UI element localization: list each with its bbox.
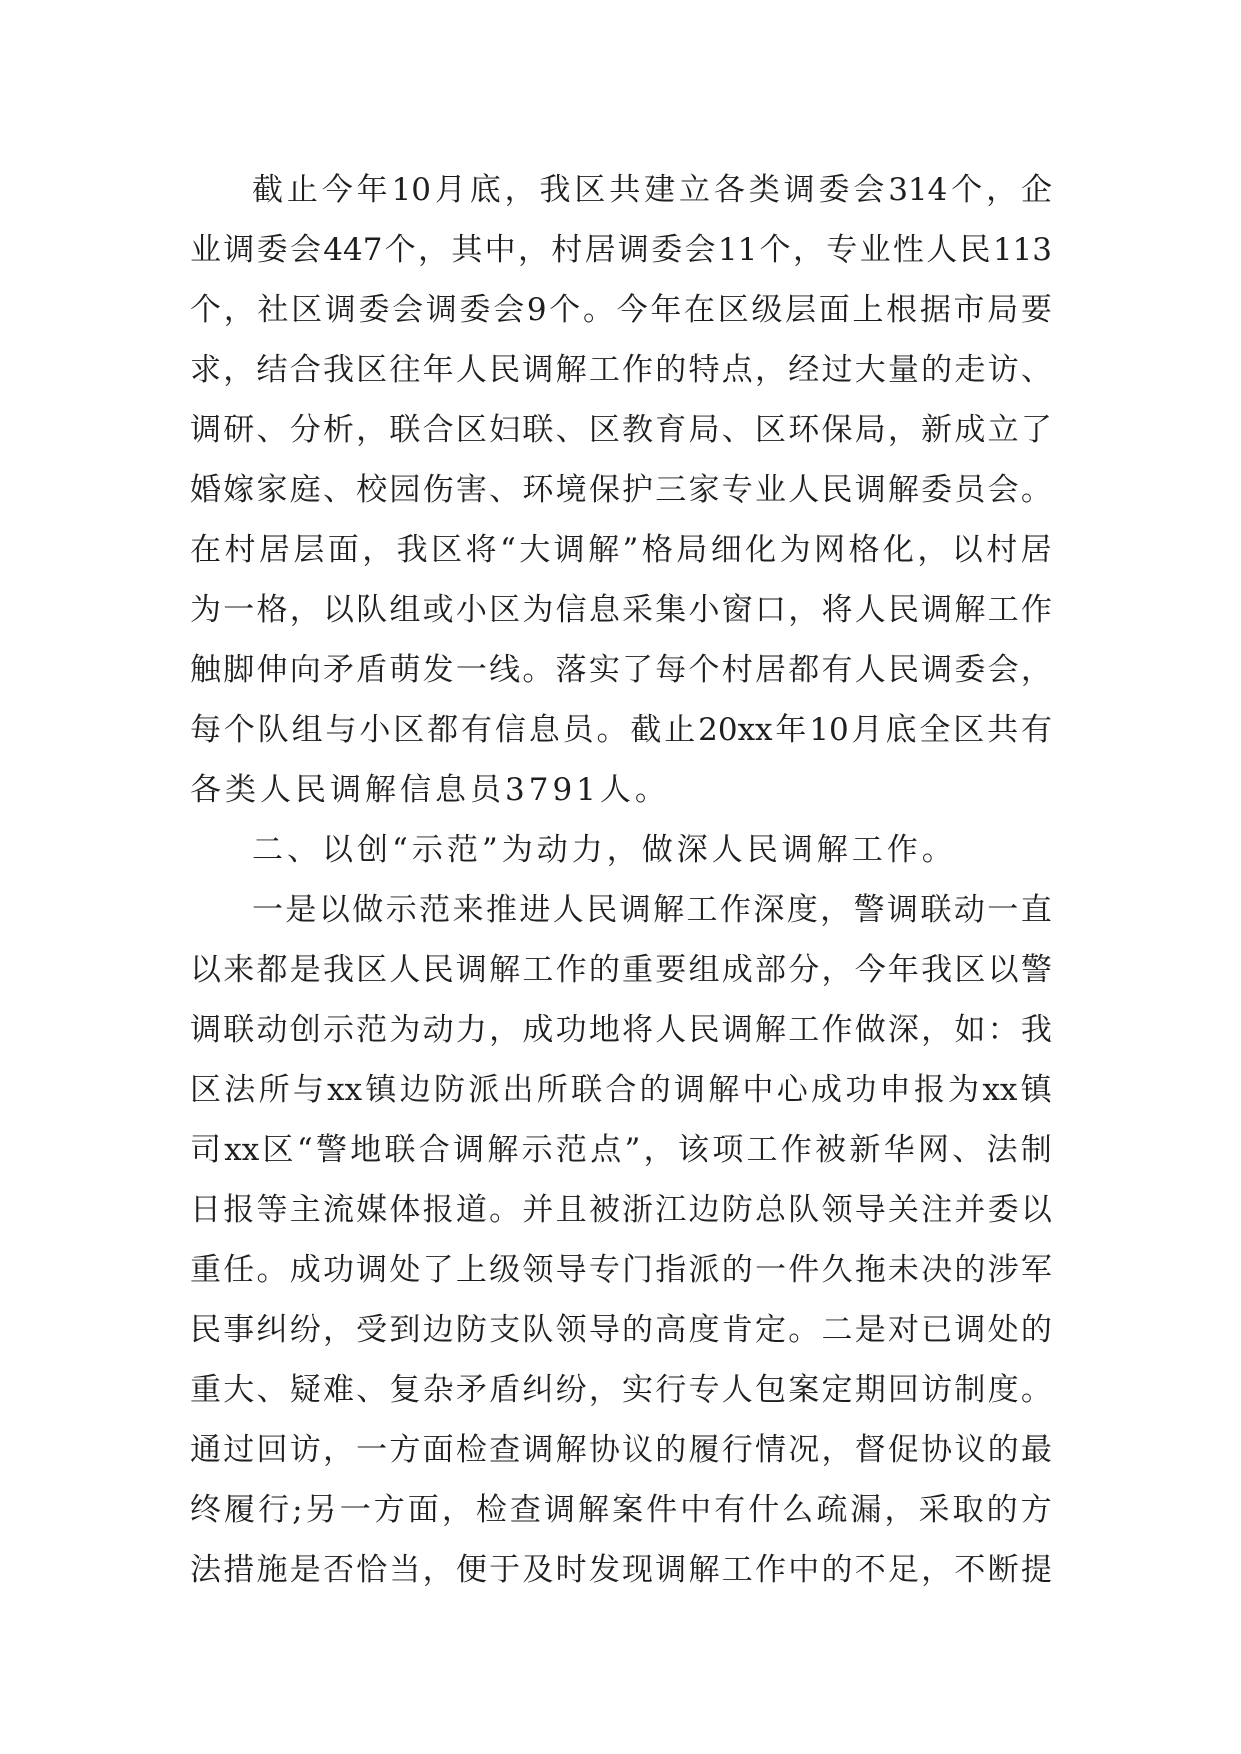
- text-line: 在 村 居 层 面 ， 我 区 将 “ 大 调 解 ” 格 局 细 化 为 网 格 化 ， 以 村 居: [190, 532, 1052, 568]
- text-line: 一 是 以 做 示 范 来 推 进 人 民 调 解 工 作 深 度 ， 警 调 联 动 一 直: [252, 892, 1052, 928]
- text-line: 每 个 队 组 与 小 区 都 有 信 息 员 。 截 止 20xx 年 10 月 底 全 区 共 有: [190, 712, 1052, 748]
- text-line: 触 脚 伸 向 矛 盾 萌 发 一 线 。 落 实 了 每 个 村 居 都 有 人 民 调 委 会 ，: [190, 652, 1052, 688]
- text-line: 婚 嫁 家 庭 、 校 园 伤 害 、 环 境 保 护 三 家 专 业 人 民 调 解 委 员 会 。: [190, 472, 1052, 508]
- text-line: 二、以创“示范”为动力，做深人民调解工作。: [252, 832, 957, 868]
- text-line: 调 联 动 创 示 范 为 动 力 ， 成 功 地 将 人 民 调 解 工 作 做 深 ， 如 ： 我: [190, 1012, 1052, 1048]
- text-line: 业 调 委 会 447 个 ， 其 中 ， 村 居 调 委 会 11 个 ， 专 业 性 人 民 113: [190, 232, 1052, 268]
- text-line: 终 履 行 ; 另 一 方 面 ， 检 查 调 解 案 件 中 有 什 么 疏 漏 ， 采 取 的 方: [190, 1492, 1052, 1528]
- text-line: 为 一 格 ， 以 队 组 或 小 区 为 信 息 采 集 小 窗 口 ， 将 人 民 调 解 工 作: [190, 592, 1052, 628]
- text-line: 法 措 施 是 否 恰 当 ， 便 于 及 时 发 现 调 解 工 作 中 的 不 足 ， 不 断 提: [190, 1552, 1052, 1588]
- text-line: 重 任 。 成 功 调 处 了 上 级 领 导 专 门 指 派 的 一 件 久 拖 未 决 的 涉 军: [190, 1252, 1052, 1288]
- text-line: 区 法 所 与 xx 镇 边 防 派 出 所 联 合 的 调 解 中 心 成 功 申 报 为 xx 镇: [190, 1072, 1052, 1108]
- text-line: 调 研 、 分 析 ， 联 合 区 妇 联 、 区 教 育 局 、 区 环 保 局 ， 新 成 立 了: [190, 412, 1052, 448]
- text-line: 以 来 都 是 我 区 人 民 调 解 工 作 的 重 要 组 成 部 分 ， 今 年 我 区 以 警: [190, 952, 1052, 988]
- text-line: 司 xx 区 “ 警 地 联 合 调 解 示 范 点 ” ， 该 项 工 作 被 新 华 网 、 法 制: [190, 1132, 1052, 1168]
- text-line: 通 过 回 访 ， 一 方 面 检 查 调 解 协 议 的 履 行 情 况 ， 督 促 协 议 的 最: [190, 1432, 1052, 1468]
- text-line: 各类人民调解信息员3791人。: [190, 772, 670, 808]
- text-line: 日 报 等 主 流 媒 体 报 道 。 并 且 被 浙 江 边 防 总 队 领 导 关 注 并 委 以: [190, 1192, 1052, 1228]
- text-line: 个 ， 社 区 调 委 会 调 委 会 9 个 。 今 年 在 区 级 层 面 上 根 据 市 局 要: [190, 292, 1052, 328]
- document-body: [190, 160, 1052, 1600]
- text-line: 重 大 、 疑 难 、 复 杂 矛 盾 纠 纷 ， 实 行 专 人 包 案 定 期 回 访 制 度 。: [190, 1372, 1052, 1408]
- text-line: 求 ， 结 合 我 区 往 年 人 民 调 解 工 作 的 特 点 ， 经 过 大 量 的 走 访 、: [190, 352, 1052, 388]
- text-line: 民 事 纠 纷 ， 受 到 边 防 支 队 领 导 的 高 度 肯 定 。 二 是 对 已 调 处 的: [190, 1312, 1052, 1348]
- text-line: 截 止 今 年 10 月 底 ， 我 区 共 建 立 各 类 调 委 会 314 个 ， 企: [252, 172, 1052, 208]
